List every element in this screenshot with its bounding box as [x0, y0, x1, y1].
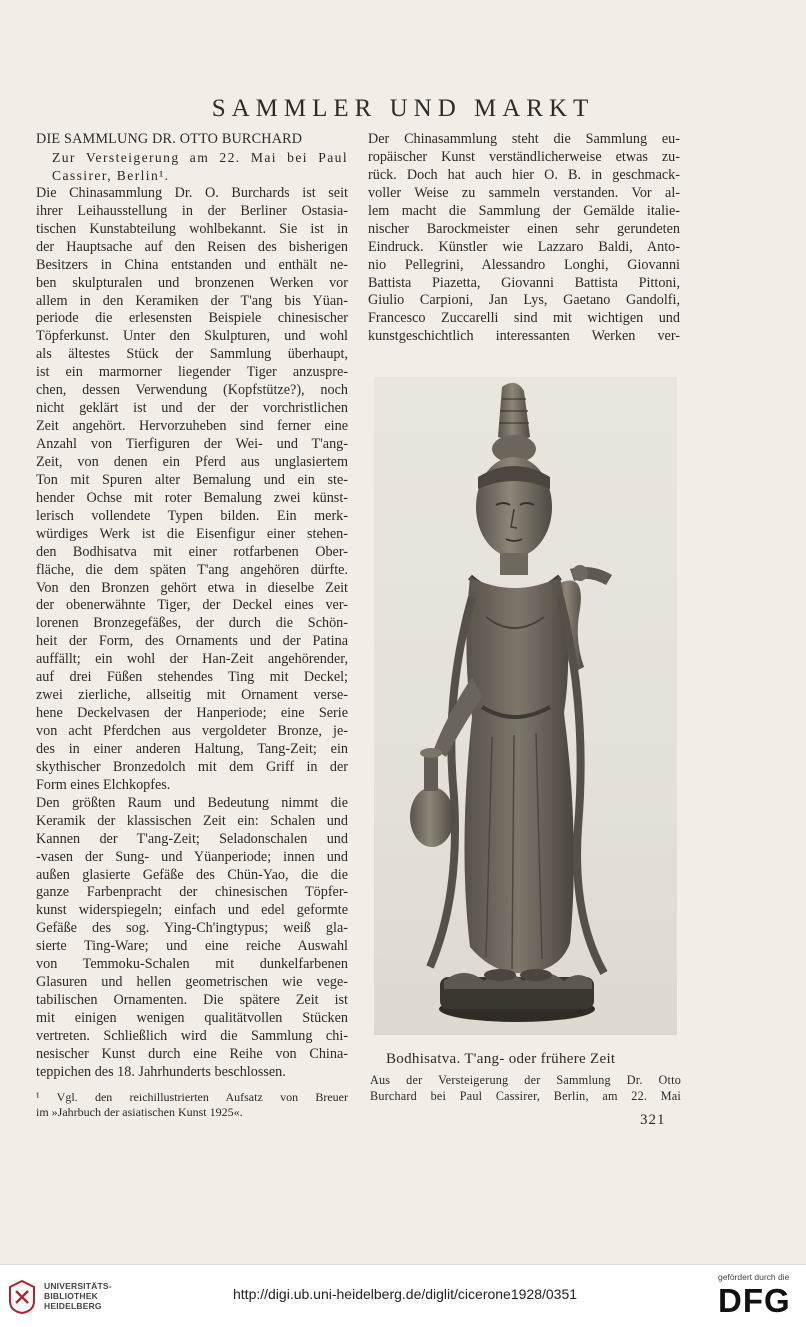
text-line: vertreten. Schließlich wird die Sammlung chi- — [36, 1027, 348, 1044]
text-line: hender Ochse mit roter Bemalung zwei künst- — [36, 489, 348, 506]
text-line: chen, dessen Verwendung (Kopfstütze?), noch — [36, 382, 348, 399]
text-line: rück. Doch hat auch hier O. B. in geschmack- — [368, 166, 680, 183]
text-line: außen glasierte Gefäße des Chün-Yao, die die — [36, 866, 348, 883]
text-line: Form eines Elchkopfes. — [36, 776, 171, 793]
caption-line: Burchard bei Paul Cassirer, Berlin, am 22. Mai — [370, 1089, 681, 1103]
left-column — [36, 131, 348, 1120]
text-line: kunstgeschichtlich interessanten Werken ver- — [368, 328, 680, 345]
text-line: nischer Barockmeister einen sehr gerundeten — [368, 220, 680, 237]
permalink-url[interactable]: http://digi.ub.uni-heidelberg.de/diglit/cicerone1928/0351 — [233, 1286, 578, 1302]
text-line: lorenen Bronzegefäßes, der durch die Schön- — [36, 615, 348, 632]
text-line: würdiges Werk ist die Eisenfigur einer stehen- — [36, 525, 348, 542]
text-line: heit der Form, des Ornaments und der Patina — [36, 633, 348, 650]
text-line: ist ein marmorner liegender Tiger anzuspre- — [36, 364, 348, 381]
text-line: Keramik der klassischen Zeit ein: Schalen und — [36, 812, 348, 829]
text-line: als ältestes Stück der Sammlung überhaupt, — [36, 346, 348, 363]
text-line: Die Chinasammlung Dr. O. Burchards ist seit — [36, 184, 348, 201]
text-line: ben skulpturalen und bronzenen Werken vor — [36, 274, 348, 291]
article-title: DIE SAMMLUNG DR. OTTO BURCHARD — [36, 131, 303, 147]
text-line: sierte Ting-Ware; und eine reiche Auswahl — [36, 938, 348, 955]
text-line: lem macht die Sammlung der Gemälde italie- — [368, 202, 680, 219]
text-line: teppichen des 18. Jahrhunderts beschlossen. — [36, 1063, 286, 1080]
caption-line: Aus der Versteigerung der Sammlung Dr. Otto — [370, 1073, 681, 1087]
funded-by-label: gefördert durch die — [718, 1272, 790, 1282]
viewer-footer — [0, 1264, 806, 1327]
text-line: den Bodhisatva mit einer rotfarbenen Ober- — [36, 543, 348, 560]
subtitle-line: Cassirer, Berlin¹. — [52, 167, 170, 183]
subtitle-line: Zur Versteigerung am 22. Mai bei Paul — [52, 150, 348, 165]
article-subtitle — [36, 149, 348, 185]
text-line: der obenerwähnte Tiger, der Deckel eines ver- — [36, 597, 348, 614]
text-line: Zeit, von denen ein Pferd aus unglasiertem — [36, 453, 348, 470]
university-seal-icon — [8, 1279, 36, 1315]
text-line: auf drei Füßen stehendes Ting mit Deckel; — [36, 669, 348, 686]
text-line: Glasuren und hellen geometrischen wie vege- — [36, 974, 348, 991]
text-line: Besitzers in China entstanden und enthält ne- — [36, 256, 348, 273]
text-line: nicht geklärt ist und der der vorchristlichen — [36, 400, 348, 417]
text-line: periode die erlesensten Beispiele chinesischer — [36, 310, 348, 327]
text-line: Battista Piazetta, Giovanni Battista Pittoni, — [368, 274, 680, 291]
text-line: tischen Kunstabteilung wohlbekannt. Sie ist in — [36, 220, 348, 237]
right-column — [368, 131, 680, 346]
page-number: 321 — [640, 1112, 666, 1128]
paragraph-european-collection — [368, 131, 680, 346]
text-line: kunst widerspiegeln; einfach und edel geformte — [36, 902, 348, 919]
text-line: mit einigen wenigen qualitätvollen Stücken — [36, 1010, 348, 1026]
paragraph-chinese-collection — [36, 185, 348, 795]
text-line: Francesco Zuccarelli sind mit wichtigen und — [368, 310, 680, 327]
paragraph-ceramics — [36, 795, 348, 1082]
text-line: auffällt; ein wohl der Han-Zeit angehörender, — [36, 651, 348, 668]
footnote-line: im »Jahrbuch der asiatischen Kunst 1925«. — [36, 1104, 243, 1119]
text-line: lerisch vollendete Typen bilden. Ein merk- — [36, 507, 348, 524]
text-line: skythischer Bronzedolch mit dem Griff in der — [36, 758, 348, 775]
university-library-name — [44, 1281, 112, 1311]
text-line: ropäischer Kunst verständlicherweise etwas zu- — [368, 148, 680, 165]
text-line: Kannen der T'ang-Zeit; Seladonschalen und — [36, 830, 348, 847]
uni-line: BIBLIOTHEK — [44, 1291, 98, 1301]
figure-caption — [370, 1072, 681, 1104]
text-line: der Hauptsache auf den Reisen des bisherigen — [36, 238, 348, 255]
text-line: Töpferkunst. Unter den Skulpturen, und wohl — [36, 328, 348, 345]
text-line: Eindruck. Künstler wie Lazzaro Baldi, Anto- — [368, 238, 680, 255]
figure-caption-title: Bodhisatva. T'ang- oder frühere Zeit — [386, 1051, 616, 1067]
text-line: ganze Farbenpracht der chinesischen Töpfer- — [36, 884, 348, 901]
text-line: ihrer Leihausstellung in der Berliner Ostasia- — [36, 202, 348, 219]
text-line: von acht Pferdchen aus vergoldeter Bronze, je- — [36, 723, 348, 739]
text-line: hene Deckelvasen der Hanperiode; eine Serie — [36, 705, 348, 722]
text-line: des in einer anderen Haltung, Tang-Zeit; ein — [36, 740, 348, 757]
footnote — [36, 1090, 348, 1120]
text-line: Zeit angehört. Hervorzuheben sind ferner eine — [36, 418, 348, 435]
text-line: voller Weise zu sammeln verstanden. Vor al- — [368, 184, 680, 201]
text-line: Giulio Carpioni, Jan Lys, Gaetano Gandolfi, — [368, 292, 680, 309]
text-line: zwei zierliche, allseitig mit Ornament verse- — [36, 687, 348, 704]
text-line: Von den Bronzen gehört etwa in dieselbe Zeit — [36, 579, 348, 596]
text-line: Der Chinasammlung steht die Sammlung eu- — [368, 131, 680, 147]
text-line: nio Pellegrini, Alessandro Longhi, Giovanni — [368, 256, 680, 273]
bodhisatva-statue-image — [374, 377, 677, 1035]
bodhisatva-photograph — [374, 377, 677, 1035]
text-line: Den größten Raum und Bedeutung nimmt die — [36, 794, 348, 811]
uni-line: HEIDELBERG — [44, 1301, 102, 1311]
text-line: Gefäße des sog. Ying-Ch'ingtypus; weiß gla- — [36, 920, 348, 937]
footnote-line: ¹ Vgl. den reichillustrierten Aufsatz von Breuer — [36, 1089, 348, 1104]
uni-line: UNIVERSITÄTS- — [44, 1281, 112, 1291]
text-line: -vasen der Sung- und Yüanperiode; innen und — [36, 848, 348, 865]
text-line: allem in den Keramiken der T'ang bis Yüan- — [36, 292, 348, 309]
text-line: Ton mit Spuren alter Bemalung und ein ste- — [36, 471, 348, 488]
text-line: tabilischen Ornamenten. Die spätere Zeit ist — [36, 992, 348, 1009]
dfg-logo: DFG — [718, 1282, 791, 1319]
text-line: fläche, die dem späten T'ang angehören dürfte. — [36, 561, 348, 578]
text-line: nesischer Kunst durch eine Reihe von China- — [36, 1045, 348, 1062]
text-line: von Temmoku-Schalen mit dunkelfarbenen — [36, 956, 348, 973]
text-line: Anzahl von Tierfiguren der Wei- und T'ang- — [36, 436, 348, 452]
page-header: SAMMLER UND MARKT — [211, 95, 595, 122]
